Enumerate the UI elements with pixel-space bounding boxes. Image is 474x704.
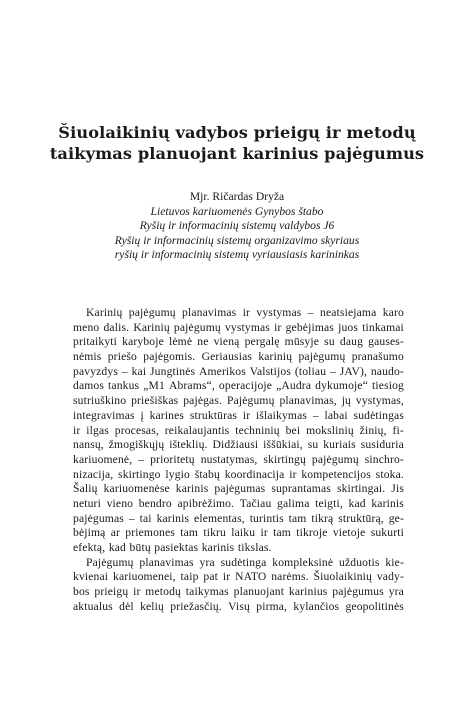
- body-line: Šalių kariuomenėse karinis pajėgumas suprantamas skirtingai. Jis: [73, 482, 404, 496]
- author-affiliation-1: Lietuvos kariuomenės Gynybos štabo: [150, 204, 324, 218]
- body-line: kvienai kariuomenei, taip pat ir NATO narėms. Šiuolaikinių vady-: [73, 570, 404, 584]
- body-line: Karinių pajėgumų planavimas ir vystymas – neatsiejama karo: [86, 306, 404, 319]
- title-line-2: taikymas planuojant karinius pajėgumus: [49, 144, 425, 163]
- body-line: pavyzdys – kai Jungtinės Amerikos Valstijos (toliau – JAV), naudo-: [73, 364, 404, 378]
- author-affiliation-2: Ryšių ir informacinių sistemų valdybos J6: [139, 219, 335, 233]
- author-affiliation-3: Ryšių ir informacinių sistemų organizavimo skyriaus: [114, 233, 360, 247]
- body-line: sutriuškino priešiškas pajėgas. Pajėgumų planavimas, jų vystymas,: [73, 394, 404, 408]
- body-line: meno dalis. Karinių pajėgumų vystymas ir gebėjimas juos tinkamai: [73, 320, 404, 334]
- body-text: [73, 306, 404, 614]
- body-line: ir ilgas procesas, reikalaujantis techninių bei mokslinių žinių, fi-: [73, 423, 404, 437]
- body-line: bėjimą ar priemones tam tikru laiku ir tam tikroje vietoje sukurti: [73, 526, 404, 540]
- author-name: Mjr. Ričardas Dryža: [189, 190, 285, 203]
- article-title: [40, 122, 434, 164]
- body-line: kariuomenė, – prioritetų nustatymas, skirtingų pajėgumų sinchro-: [73, 452, 404, 466]
- body-line: pajėgumas – tai karinis elementas, turintis tam tikrą struktūrą, ge-: [73, 511, 404, 525]
- body-line: nėmis priešo pajėgomis. Geriausias karinių pajėgumų pranašumo: [73, 350, 404, 364]
- title-line-1: Šiuolaikinių vadybos prieigų ir metodų: [58, 123, 416, 142]
- body-line: nizacija, skirtingo lygio štabų koordinacija ir kompetencijos stoka.: [73, 467, 404, 481]
- body-line: nansų, žmogiškųjų išteklių. Didžiausi iššūkiai, su kuriais susiduria: [73, 438, 404, 452]
- body-line: bos prieigų ir metodų taikymas planuojant karinius pajėgumus yra: [73, 585, 404, 599]
- body-line: damos tankus „M1 Abrams“, operacijoje „Audra dykumoje“ tiesiog: [73, 379, 404, 393]
- body-line: Pajėgumų planavimas yra sudėtinga kompleksinė užduotis kie-: [86, 555, 404, 569]
- body-line: aktualus dėl kelių priežasčių. Visų pirma, kylančios geopolitinės: [73, 599, 404, 613]
- author-block: [40, 190, 434, 263]
- body-line: integravimas į karines struktūras ir išlaikymas – labai sudėtingas: [73, 408, 404, 422]
- body-line: neturi vieno bendro apibrėžimo. Tačiau galima teigti, kad karinis: [73, 496, 404, 510]
- author-affiliation-4: ryšių ir informacinių sistemų vyriausiasis karininkas: [114, 248, 360, 262]
- body-line: efektą, kad būtų pasiektas karinis tikslas.: [73, 541, 272, 554]
- body-line: pritaikyti karyboje lėmė ne vieną pergalę mūsyje su daug gauses-: [73, 335, 404, 349]
